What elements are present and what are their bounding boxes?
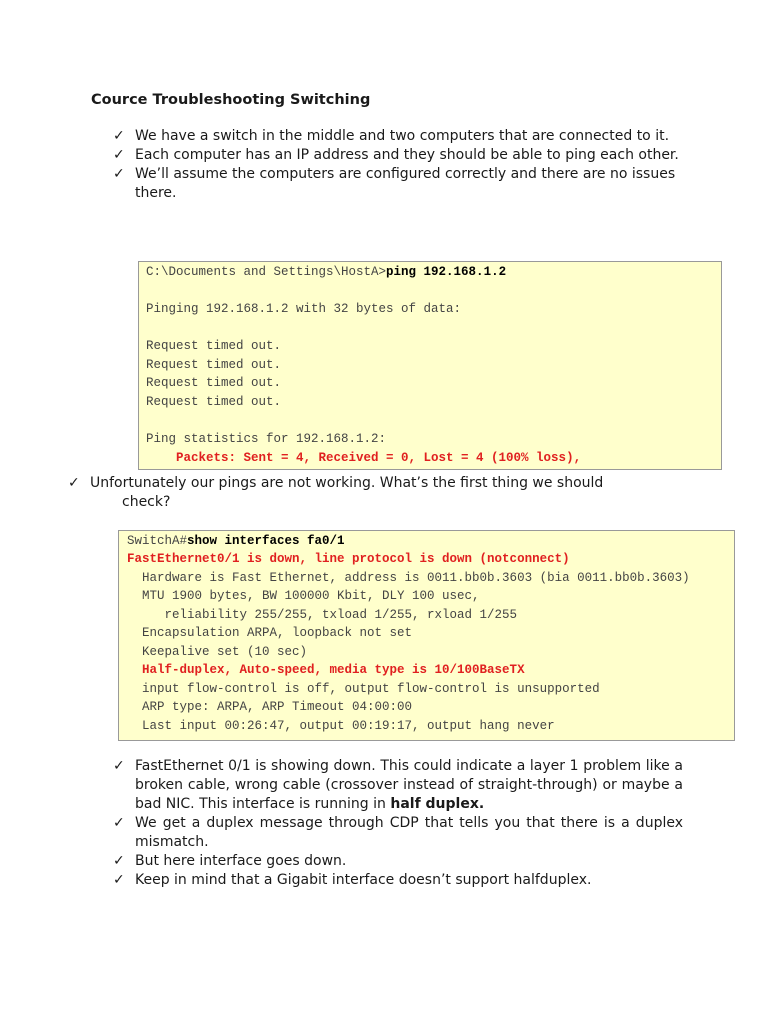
bullet-text-continuation: check? bbox=[122, 494, 171, 510]
checkmark-icon: ✓ bbox=[113, 128, 125, 144]
checkmark-icon: ✓ bbox=[113, 758, 125, 774]
bullet-text: Unfortunately our pings are not working. What’s the first thing we should bbox=[90, 475, 604, 491]
hardware-line: Hardware is Fast Ethernet, address is 0011.bb0b.3603 (bia 0011.bb0b.3603) bbox=[127, 571, 690, 585]
flow-control-line: input flow-control is off, output flow-control is unsupported bbox=[127, 682, 600, 696]
page-title: Cource Troubleshooting Switching bbox=[91, 92, 371, 108]
list-item bbox=[113, 127, 683, 146]
checkmark-icon: ✓ bbox=[113, 815, 125, 831]
duplex-line: Half-duplex, Auto-speed, media type is 10/100BaseTX bbox=[127, 663, 525, 677]
list-item bbox=[113, 146, 683, 165]
keepalive-line: Keepalive set (10 sec) bbox=[127, 645, 308, 659]
bullet-text: But here interface goes down. bbox=[135, 853, 347, 869]
console-command: ping 192.168.1.2 bbox=[386, 265, 507, 279]
bullet-text: We get a duplex message through CDP that tells you that there is a duplex mismatch. bbox=[135, 815, 683, 850]
checkmark-icon: ✓ bbox=[113, 147, 125, 163]
list-item bbox=[113, 165, 683, 203]
console-timeout-line: Request timed out. bbox=[146, 358, 282, 372]
reliability-line: reliability 255/255, txload 1/255, rxload 1/255 bbox=[127, 608, 518, 622]
console-timeout-line: Request timed out. bbox=[146, 376, 282, 390]
console-command-line bbox=[127, 534, 345, 548]
list-item bbox=[113, 757, 683, 814]
bullet-text: FastEthernet 0/1 is showing down. This could indicate a layer 1 problem like a broken cable, wrong cable (crossover instead of straight-through) or maybe a bad NIC. This interface is running in bbox=[135, 758, 683, 812]
checkmark-icon: ✓ bbox=[113, 853, 125, 869]
console-pinging-line: Pinging 192.168.1.2 with 32 bytes of data: bbox=[146, 302, 462, 316]
show-interfaces-console-output bbox=[118, 530, 735, 741]
bullet-text: We have a switch in the middle and two computers that are connected to it. bbox=[135, 128, 670, 144]
checkmark-icon: ✓ bbox=[113, 166, 125, 182]
list-item bbox=[68, 474, 678, 512]
checkmark-icon: ✓ bbox=[68, 475, 80, 491]
console-prompt: C:\Documents and Settings\HostA> bbox=[146, 265, 387, 279]
checkmark-icon: ✓ bbox=[113, 872, 125, 888]
console-packets-line: Packets: Sent = 4, Received = 0, Lost = 4 (100% loss), bbox=[176, 451, 582, 465]
bullet-text: We’ll assume the computers are configured correctly and there are no issues there. bbox=[135, 166, 676, 201]
question-bullet-list bbox=[68, 474, 678, 512]
console-timeout-line: Request timed out. bbox=[146, 395, 282, 409]
console-command-line bbox=[146, 265, 506, 279]
console-prompt: SwitchA# bbox=[127, 534, 188, 548]
bullet-text: Each computer has an IP address and they should be able to ping each other. bbox=[135, 147, 679, 163]
console-command: show interfaces fa0/1 bbox=[187, 534, 345, 548]
analysis-bullet-list bbox=[113, 757, 683, 890]
intro-bullet-list bbox=[113, 127, 683, 203]
arp-line: ARP type: ARPA, ARP Timeout 04:00:00 bbox=[127, 700, 413, 714]
last-input-line: Last input 00:26:47, output 00:19:17, output hang never bbox=[127, 719, 555, 733]
console-stats-line: Ping statistics for 192.168.1.2: bbox=[146, 432, 387, 446]
console-timeout-line: Request timed out. bbox=[146, 339, 282, 353]
bullet-bold-text: half duplex. bbox=[390, 796, 485, 812]
interface-status-line: FastEthernet0/1 is down, line protocol is down (notconnect) bbox=[127, 552, 570, 566]
encapsulation-line: Encapsulation ARPA, loopback not set bbox=[127, 626, 413, 640]
list-item bbox=[113, 871, 683, 890]
bullet-text: Keep in mind that a Gigabit interface doesn’t support halfduplex. bbox=[135, 872, 592, 888]
mtu-line: MTU 1900 bytes, BW 100000 Kbit, DLY 100 usec, bbox=[127, 589, 480, 603]
list-item bbox=[113, 852, 683, 871]
list-item bbox=[113, 814, 683, 852]
ping-console-output bbox=[138, 261, 722, 470]
